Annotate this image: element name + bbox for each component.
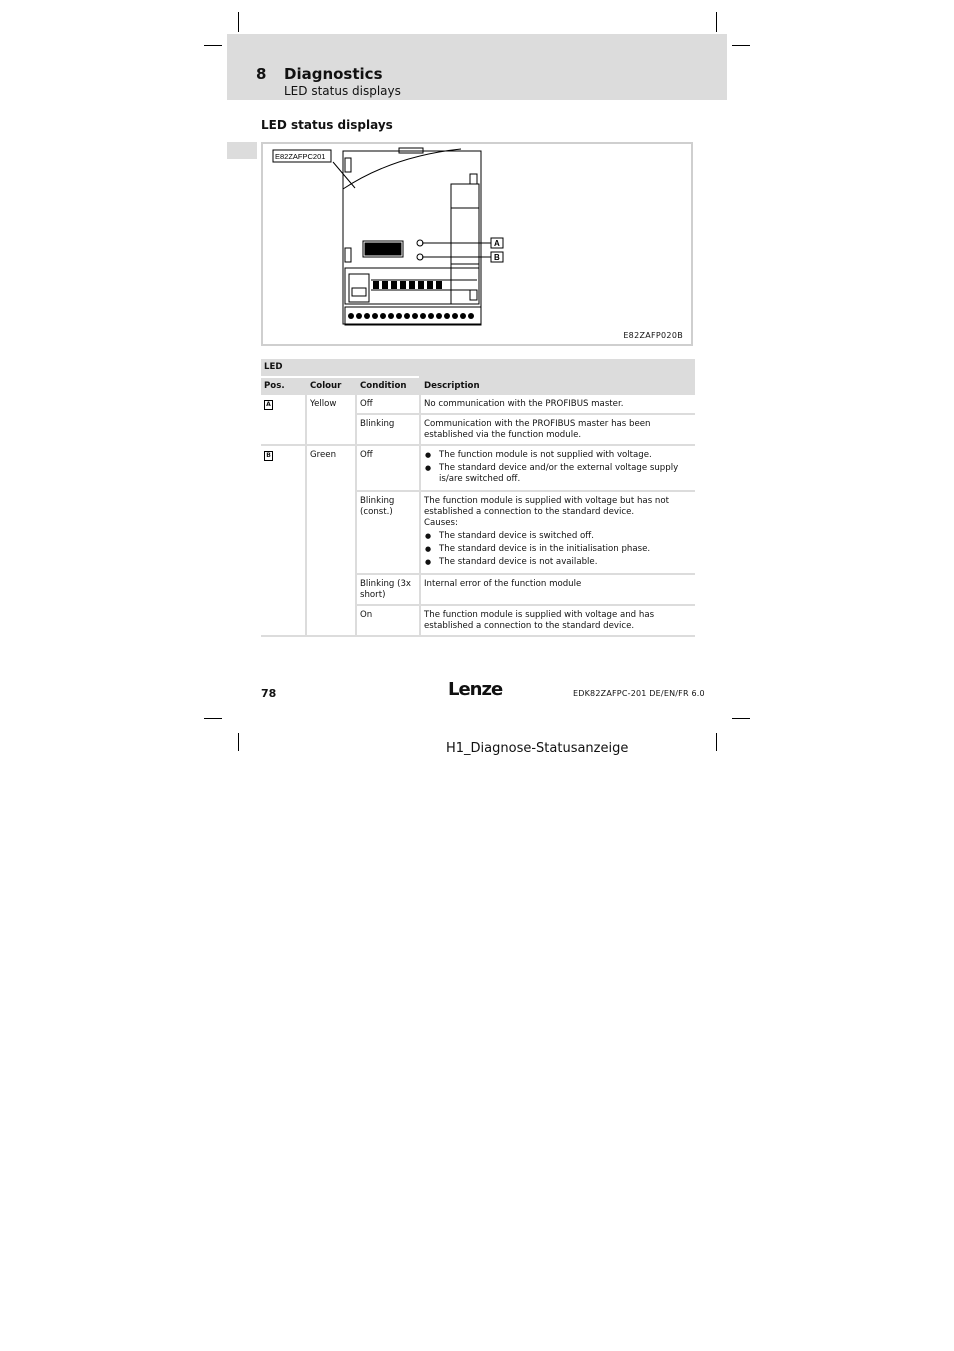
crop-mark <box>732 718 750 719</box>
condition-cell: On <box>356 605 420 636</box>
crop-mark <box>204 45 222 46</box>
table-row <box>261 395 695 414</box>
device-figure <box>261 142 693 346</box>
condition-cell: Blinking <box>356 414 420 445</box>
marker-b: B <box>494 253 500 262</box>
pos-a-label: A <box>264 400 273 410</box>
document-reference: EDK82ZAFPC-201 DE/EN/FR 6.0 <box>573 689 705 698</box>
footer-file-name: H1_Diagnose-Statusanzeige <box>446 741 629 756</box>
section-title: LED status displays <box>261 118 393 132</box>
colour-yellow: Yellow <box>306 395 356 445</box>
marker-a: A <box>494 239 500 248</box>
chapter-number: 8 <box>256 65 267 83</box>
table-row <box>261 445 695 491</box>
bullet-item: ● The standard device is in the initialisation phase. <box>424 544 692 555</box>
crop-mark <box>716 12 717 32</box>
figure-code: E82ZAFP020B <box>623 331 683 340</box>
description-cell <box>420 491 695 574</box>
condition-cell: Off <box>356 445 420 491</box>
led-status-table <box>261 359 695 637</box>
causes-label: Causes: <box>424 518 458 528</box>
header-colour: Colour <box>306 377 356 395</box>
chapter-title: Diagnostics <box>284 65 383 83</box>
crop-mark <box>204 718 222 719</box>
module-label: E82ZAFPC201 <box>275 152 326 161</box>
description-cell: Internal error of the function module <box>420 574 695 605</box>
chapter-subtitle: LED status displays <box>284 84 401 98</box>
page-number: 78 <box>261 687 277 700</box>
header-condition: Condition <box>356 377 420 395</box>
crop-mark <box>238 12 239 32</box>
header-description: Description <box>420 359 695 395</box>
bullet-item: ● The function module is not supplied with voltage. <box>424 450 692 461</box>
side-tab-marker <box>227 142 257 159</box>
condition-cell: Blinking (3x short) <box>356 574 420 605</box>
colour-green: Green <box>306 445 356 636</box>
description-cell: Communication with the PROFIBUS master has been established via the function module. <box>420 414 695 445</box>
header-pos: Pos. <box>261 377 306 395</box>
device-drawing <box>263 144 691 344</box>
table-group-header: LED <box>261 359 420 377</box>
crop-mark <box>238 733 239 751</box>
bullet-item: ● The standard device is switched off. <box>424 531 692 542</box>
bullet-item: ● The standard device is not available. <box>424 557 692 568</box>
lenze-logo: Lenze <box>448 679 503 700</box>
crop-mark <box>716 733 717 751</box>
pos-b-label: B <box>264 451 273 461</box>
crop-mark <box>732 45 750 46</box>
description-cell <box>420 445 695 491</box>
condition-cell: Blinking (const.) <box>356 491 420 574</box>
condition-cell: Off <box>356 395 420 414</box>
description-text: The function module is supplied with voltage but has not established a connection to the standard device. <box>424 496 669 517</box>
description-cell: The function module is supplied with voltage and has established a connection to the standard device. <box>420 605 695 636</box>
description-cell: No communication with the PROFIBUS master. <box>420 395 695 414</box>
bullet-item: ● The standard device and/or the external voltage supply is/are switched off. <box>424 463 692 485</box>
